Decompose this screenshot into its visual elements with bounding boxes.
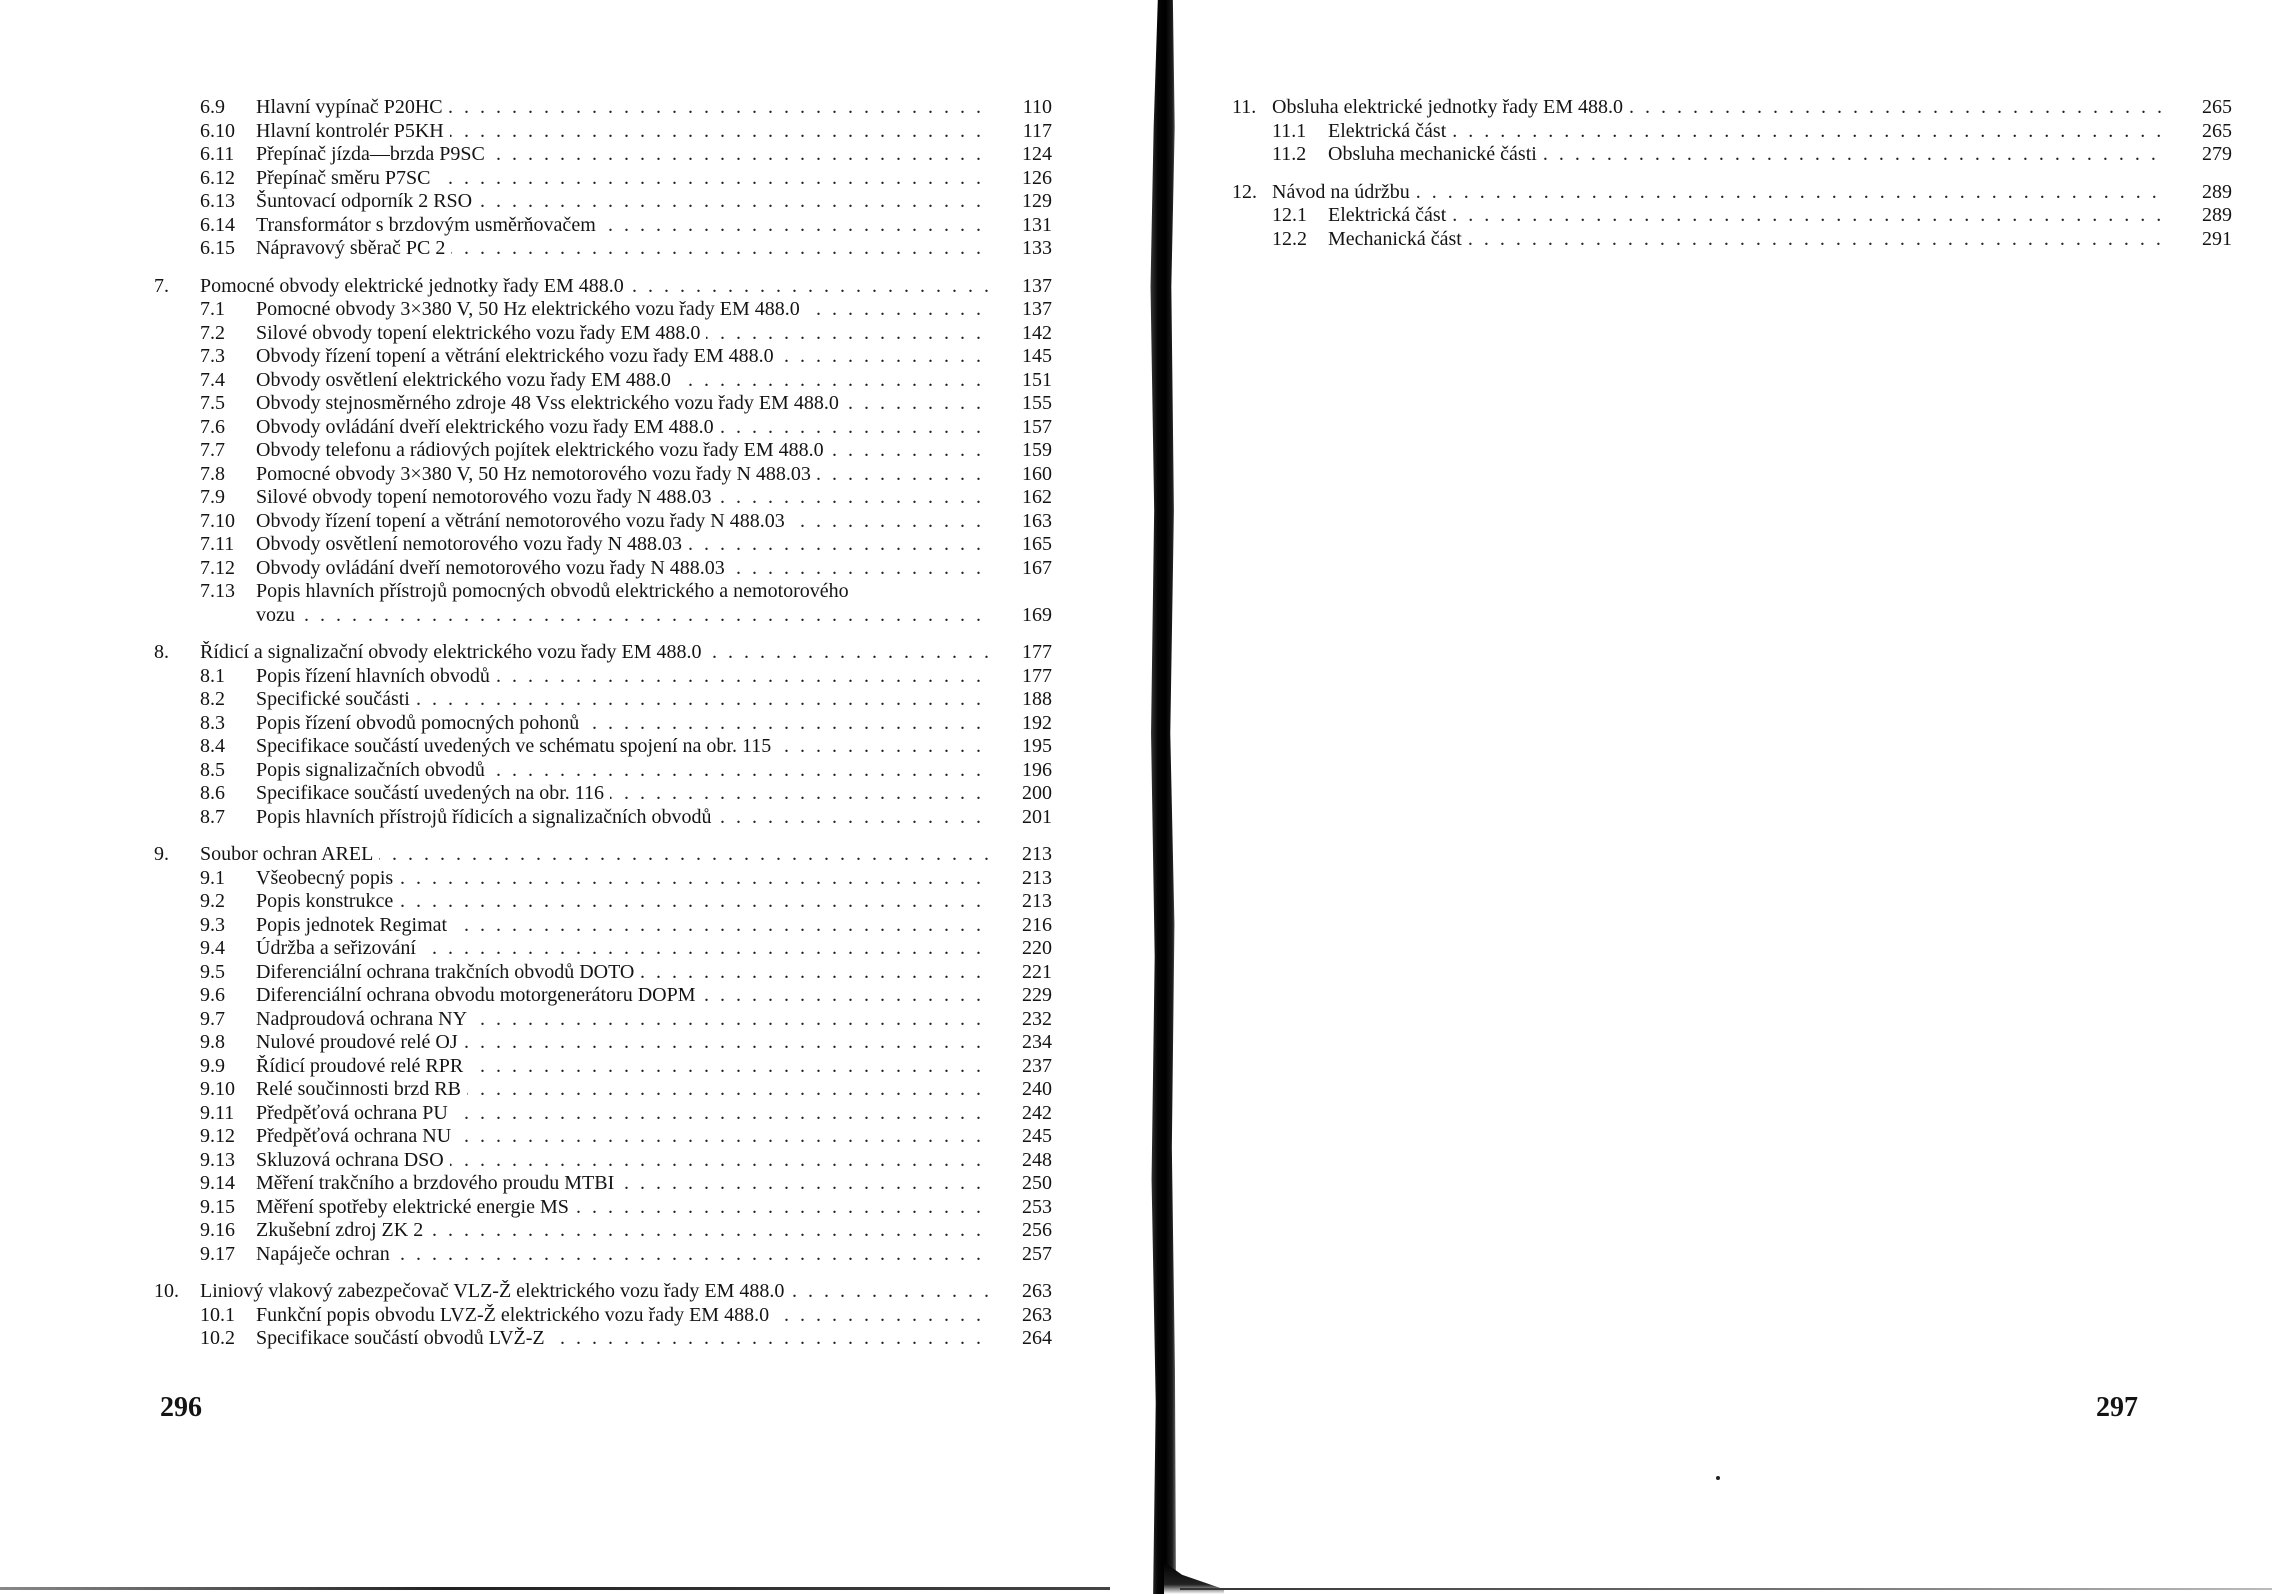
entry-number: 9.16 xyxy=(200,1219,235,1241)
entry-title: Nápravový sběrač PC 2 xyxy=(256,237,451,259)
entry-title: Obvody ovládání dveří nemotorového vozu řady N 488.03 xyxy=(256,557,731,579)
entry-number: 7.12 xyxy=(200,556,235,579)
entry-title: Obsluha mechanické části xyxy=(1328,143,1543,165)
entry-page-number: 131 xyxy=(1000,214,1052,238)
toc-section-entry xyxy=(154,1078,1052,1102)
entry-page-number: 155 xyxy=(1000,392,1052,416)
entry-page-number: 133 xyxy=(1000,237,1052,261)
entry-number: 7.3 xyxy=(200,345,225,367)
entry-number: 11.1 xyxy=(1272,119,1307,142)
entry-number: 9.13 xyxy=(200,1148,235,1171)
toc-section-entry xyxy=(154,890,1052,914)
entry-page-number: 177 xyxy=(1000,641,1052,665)
entry-title: Popis signalizačních obvodů xyxy=(256,759,491,781)
toc-section-entry xyxy=(154,167,1052,191)
entry-page-number: 213 xyxy=(1000,867,1052,891)
entry-title: Pomocné obvody elektrické jednotky řady EM 488.0 xyxy=(200,275,630,297)
entry-number: 8.6 xyxy=(200,782,225,804)
entry-page-number: 234 xyxy=(1000,1031,1052,1055)
entry-number: 9.10 xyxy=(200,1078,235,1100)
entry-page-number: 188 xyxy=(1000,688,1052,712)
toc-section-entry xyxy=(154,1055,1052,1079)
left-page xyxy=(0,0,1130,1594)
toc-section-entry xyxy=(154,463,1052,487)
entry-title: Specifikace součástí uvedených na obr. 116 xyxy=(256,782,610,804)
toc-section-entry xyxy=(154,557,1052,581)
entry-page-number: 157 xyxy=(1000,416,1052,440)
toc-chapter-group xyxy=(1232,181,2232,252)
toc-section-entry xyxy=(154,1243,1052,1267)
entry-number: 6.10 xyxy=(200,119,235,142)
toc-section-entry xyxy=(154,1102,1052,1126)
entry-page-number: 196 xyxy=(1000,759,1052,783)
entry-title: Obvody osvětlení nemotorového vozu řady N 488.03 xyxy=(256,533,688,555)
toc-chapter-entry xyxy=(154,1280,1052,1304)
entry-title: Diferenciální ochrana obvodu motorgenerátoru DOPM xyxy=(256,984,702,1006)
entry-title: Zkušební zdroj ZK 2 xyxy=(256,1219,429,1241)
entry-number: 11.2 xyxy=(1272,143,1307,165)
entry-number: 9.15 xyxy=(200,1195,235,1218)
toc-section-entry xyxy=(154,984,1052,1008)
entry-page-number: 124 xyxy=(1000,143,1052,167)
entry-page-number: 151 xyxy=(1000,369,1052,393)
entry-title: Specifikace součástí uvedených ve schématu spojení na obr. 115 xyxy=(256,735,777,757)
toc-section-entry xyxy=(154,735,1052,759)
entry-title: Měření spotřeby elektrické energie MS xyxy=(256,1196,575,1218)
entry-number: 9.7 xyxy=(200,1007,225,1030)
entry-page-number: 263 xyxy=(1000,1280,1052,1304)
toc-chapter-group xyxy=(1232,96,2232,167)
toc-section-entry-continuation xyxy=(154,604,1052,628)
entry-number: 8.1 xyxy=(200,664,225,687)
gutter-shadow xyxy=(1150,0,1176,1594)
toc-section-entry xyxy=(154,759,1052,783)
entry-title: Diferenciální ochrana trakčních obvodů DOTO xyxy=(256,961,640,983)
toc-section-entry xyxy=(154,486,1052,510)
entry-title: Popis řízení obvodů pomocných pohonů xyxy=(256,712,585,734)
toc-section-entry xyxy=(154,1327,1052,1351)
toc-chapter-group xyxy=(154,1280,1052,1351)
entry-title: Přepínač směru P7SC xyxy=(256,167,436,189)
entry-number: 7.5 xyxy=(200,392,225,414)
entry-page-number: 240 xyxy=(1000,1078,1052,1102)
toc-section-entry xyxy=(154,914,1052,938)
toc-section-entry xyxy=(154,439,1052,463)
entry-title: Návod na údržbu xyxy=(1272,181,1416,203)
entry-page-number: 163 xyxy=(1000,510,1052,534)
entry-number: 8. xyxy=(154,641,169,663)
entry-title: Obvody řízení topení a větrání nemotorového vozu řady N 488.03 xyxy=(256,510,791,532)
entry-number: 10.2 xyxy=(200,1327,235,1349)
toc-section-entry xyxy=(154,782,1052,806)
entry-title: Popis řízení hlavních obvodů xyxy=(256,665,496,687)
entry-number: 8.3 xyxy=(200,711,225,734)
entry-title: Řídicí proudové relé RPR xyxy=(256,1055,469,1077)
toc-chapter-group xyxy=(154,641,1052,829)
entry-page-number: 167 xyxy=(1000,557,1052,581)
entry-page-number: 137 xyxy=(1000,298,1052,322)
toc-section-entry xyxy=(154,369,1052,393)
entry-title: Obvody stejnosměrného zdroje 48 Vss elektrického vozu řady EM 488.0 xyxy=(256,392,845,414)
entry-title: Přepínač jízda—brzda P9SC xyxy=(256,143,491,165)
entry-number: 9.17 xyxy=(200,1242,235,1265)
entry-number: 6.15 xyxy=(200,237,235,259)
entry-page-number: 137 xyxy=(1000,275,1052,299)
entry-number: 7.11 xyxy=(200,533,235,555)
entry-number: 6.12 xyxy=(200,166,235,189)
entry-title: Silové obvody topení elektrického vozu řady EM 488.0 xyxy=(256,322,706,344)
entry-page-number: 126 xyxy=(1000,167,1052,191)
entry-title: Mechanická část xyxy=(1328,228,1468,250)
entry-page-number: 145 xyxy=(1000,345,1052,369)
entry-number: 12.2 xyxy=(1272,227,1307,250)
entry-number: 6.14 xyxy=(200,213,235,236)
book-gutter xyxy=(1096,0,1188,1594)
entry-page-number: 253 xyxy=(1000,1196,1052,1220)
entry-page-number: 177 xyxy=(1000,665,1052,689)
entry-page-number: 291 xyxy=(2180,228,2232,252)
entry-title: Šuntovací odporník 2 RSO xyxy=(256,190,478,212)
entry-number: 9.5 xyxy=(200,960,225,983)
toc-section-entry xyxy=(154,298,1052,322)
entry-number: 7.7 xyxy=(200,439,225,461)
toc-section-entry xyxy=(154,1304,1052,1328)
toc-section-entry xyxy=(154,143,1052,167)
entry-page-number: 289 xyxy=(2180,204,2232,228)
entry-title: Popis jednotek Regimat xyxy=(256,914,453,936)
entry-number: 8.2 xyxy=(200,688,225,710)
right-page xyxy=(1180,0,2272,1594)
entry-title: Obvody ovládání dveří elektrického vozu řady EM 488.0 xyxy=(256,416,720,438)
toc-section-entry xyxy=(154,1172,1052,1196)
toc-chapter-group xyxy=(154,96,1052,261)
entry-title: Hlavní vypínač P20HC xyxy=(256,96,449,118)
entry-page-number: 192 xyxy=(1000,712,1052,736)
entry-page-number: 264 xyxy=(1000,1327,1052,1351)
entry-title: Měření trakčního a brzdového proudu MTBI xyxy=(256,1172,620,1194)
entry-number: 12. xyxy=(1232,180,1257,203)
entry-page-number: 279 xyxy=(2180,143,2232,167)
toc-section-entry xyxy=(1232,204,2232,228)
entry-page-number: 142 xyxy=(1000,322,1052,346)
entry-page-number: 213 xyxy=(1000,843,1052,867)
entry-number: 7.2 xyxy=(200,321,225,344)
toc-section-entry xyxy=(1232,120,2232,144)
entry-page-number: 242 xyxy=(1000,1102,1052,1126)
toc-chapter-entry xyxy=(154,641,1052,665)
toc-section-entry xyxy=(154,96,1052,120)
entry-title: Napáječe ochran xyxy=(256,1243,396,1265)
toc-chapter-group xyxy=(154,843,1052,1266)
entry-title: Hlavní kontrolér P5KH xyxy=(256,120,450,142)
entry-title: Transformátor s brzdovým usměrňovačem xyxy=(256,214,602,236)
entry-number: 10. xyxy=(154,1280,179,1302)
entry-title: Funkční popis obvodu LVZ-Ž elektrického vozu řady EM 488.0 xyxy=(256,1304,775,1326)
page-bottom-edge-left xyxy=(0,1587,1110,1590)
entry-title: Obsluha elektrické jednotky řady EM 488.0 xyxy=(1272,96,1629,118)
entry-page-number: 289 xyxy=(2180,181,2232,205)
entry-page-number: 200 xyxy=(1000,782,1052,806)
entry-title: Specifické součásti xyxy=(256,688,416,710)
entry-title: Údržba a seřizování xyxy=(256,937,422,959)
entry-number: 9.6 xyxy=(200,984,225,1006)
entry-number: 6.9 xyxy=(200,96,225,118)
toc-section-entry xyxy=(154,665,1052,689)
toc-section-entry xyxy=(154,1196,1052,1220)
entry-title: Obvody osvětlení elektrického vozu řady EM 488.0 xyxy=(256,369,677,391)
entry-title: Soubor ochran AREL xyxy=(200,843,379,865)
entry-title: Obvody řízení topení a větrání elektrického vozu řady EM 488.0 xyxy=(256,345,780,367)
entry-title: Nulové proudové relé OJ xyxy=(256,1031,464,1053)
entry-page-number: 216 xyxy=(1000,914,1052,938)
page-number-right: 297 xyxy=(2096,1392,2138,1423)
toc-section-entry xyxy=(154,1149,1052,1173)
entry-number: 7. xyxy=(154,274,169,297)
entry-page-number: 169 xyxy=(1000,604,1052,628)
entry-page-number: 160 xyxy=(1000,463,1052,487)
entry-page-number: 110 xyxy=(1000,96,1052,120)
entry-number: 9.14 xyxy=(200,1172,235,1194)
entry-title: Popis hlavních přístrojů pomocných obvodů elektrického a nemotorového xyxy=(256,580,855,602)
entry-page-number: 201 xyxy=(1000,806,1052,830)
toc-section-entry xyxy=(1232,143,2232,167)
toc-section-entry xyxy=(154,1008,1052,1032)
toc-chapter-entry xyxy=(154,843,1052,867)
toc-section-entry xyxy=(1232,228,2232,252)
toc-section-entry xyxy=(154,322,1052,346)
entry-page-number: 221 xyxy=(1000,961,1052,985)
entry-number: 7.9 xyxy=(200,486,225,508)
entry-page-number: 265 xyxy=(2180,96,2232,120)
entry-title: Elektrická část xyxy=(1328,120,1452,142)
entry-page-number: 165 xyxy=(1000,533,1052,557)
page-number-left: 296 xyxy=(160,1392,202,1423)
entry-title: Elektrická část xyxy=(1328,204,1452,226)
entry-number: 9.8 xyxy=(200,1031,225,1053)
toc-section-entry xyxy=(154,867,1052,891)
entry-number: 9.12 xyxy=(200,1125,235,1147)
entry-page-number: 250 xyxy=(1000,1172,1052,1196)
entry-number: 9. xyxy=(154,843,169,865)
entry-number: 6.11 xyxy=(200,143,235,165)
entry-title: Předpěťová ochrana NU xyxy=(256,1125,457,1147)
toc-section-entry xyxy=(154,345,1052,369)
toc-section-entry xyxy=(154,237,1052,261)
entry-number: 8.4 xyxy=(200,735,225,757)
entry-number: 8.7 xyxy=(200,805,225,828)
entry-number: 9.3 xyxy=(200,913,225,936)
entry-page-number: 213 xyxy=(1000,890,1052,914)
toc-section-entry xyxy=(154,712,1052,736)
toc-section-entry xyxy=(154,961,1052,985)
entry-page-number: 159 xyxy=(1000,439,1052,463)
entry-title-continuation: vozu xyxy=(256,604,301,626)
entry-page-number: 263 xyxy=(1000,1304,1052,1328)
entry-title: Popis hlavních přístrojů řídicích a signalizačních obvodů xyxy=(256,806,717,828)
entry-number: 7.8 xyxy=(200,462,225,485)
toc-section-entry xyxy=(154,1219,1052,1243)
toc-section-entry xyxy=(154,510,1052,534)
entry-page-number: 248 xyxy=(1000,1149,1052,1173)
entry-page-number: 256 xyxy=(1000,1219,1052,1243)
entry-page-number: 117 xyxy=(1000,120,1052,144)
entry-number: 7.6 xyxy=(200,415,225,438)
entry-page-number: 232 xyxy=(1000,1008,1052,1032)
entry-number: 6.13 xyxy=(200,190,235,212)
table-of-contents-right xyxy=(1232,96,2232,265)
toc-section-entry xyxy=(154,533,1052,557)
entry-title: Liniový vlakový zabezpečovač VLZ-Ž elektrického vozu řady EM 488.0 xyxy=(200,1280,790,1302)
entry-title: Popis konstrukce xyxy=(256,890,399,912)
toc-section-entry xyxy=(154,1031,1052,1055)
entry-page-number: 229 xyxy=(1000,984,1052,1008)
toc-section-entry xyxy=(154,688,1052,712)
entry-page-number: 195 xyxy=(1000,735,1052,759)
entry-title: Všeobecný popis xyxy=(256,867,399,889)
toc-section-entry xyxy=(154,937,1052,961)
toc-chapter-entry xyxy=(154,275,1052,299)
toc-section-entry xyxy=(154,214,1052,238)
entry-title: Pomocné obvody 3×380 V, 50 Hz nemotorového vozu řady N 488.03 xyxy=(256,463,817,485)
entry-number: 9.4 xyxy=(200,937,225,959)
toc-chapter-entry xyxy=(1232,181,2232,205)
entry-number: 10.1 xyxy=(200,1303,235,1326)
entry-page-number: 162 xyxy=(1000,486,1052,510)
entry-title: Nadproudová ochrana NY xyxy=(256,1008,473,1030)
entry-number: 7.13 xyxy=(200,580,235,602)
entry-title: Pomocné obvody 3×380 V, 50 Hz elektrického vozu řady EM 488.0 xyxy=(256,298,806,320)
entry-number: 12.1 xyxy=(1272,204,1307,226)
toc-section-entry xyxy=(154,190,1052,214)
entry-number: 8.5 xyxy=(200,758,225,781)
entry-number: 9.2 xyxy=(200,890,225,912)
entry-page-number: 257 xyxy=(1000,1243,1052,1267)
paper-speck xyxy=(1716,1476,1720,1480)
toc-section-entry xyxy=(154,392,1052,416)
entry-page-number: 129 xyxy=(1000,190,1052,214)
entry-title: Relé součinnosti brzd RB xyxy=(256,1078,467,1100)
table-of-contents-left xyxy=(154,96,1052,1365)
entry-title: Specifikace součástí obvodů LVŽ-Z xyxy=(256,1327,551,1349)
entry-number: 9.9 xyxy=(200,1054,225,1077)
toc-section-entry xyxy=(154,806,1052,830)
toc-section-entry xyxy=(154,580,1052,604)
entry-number: 9.11 xyxy=(200,1101,235,1124)
entry-number: 7.1 xyxy=(200,298,225,320)
entry-page-number: 265 xyxy=(2180,120,2232,144)
entry-page-number: 245 xyxy=(1000,1125,1052,1149)
page-bottom-edge-right xyxy=(1180,1588,2272,1590)
entry-number: 7.10 xyxy=(200,509,235,532)
toc-section-entry xyxy=(154,1125,1052,1149)
entry-title: Obvody telefonu a rádiových pojítek elektrického vozu řady EM 488.0 xyxy=(256,439,830,461)
entry-number: 11. xyxy=(1232,96,1257,118)
entry-title: Řídicí a signalizační obvody elektrického vozu řady EM 488.0 xyxy=(200,641,708,663)
entry-number: 7.4 xyxy=(200,368,225,391)
toc-section-entry xyxy=(154,416,1052,440)
entry-page-number: 237 xyxy=(1000,1055,1052,1079)
entry-title: Skluzová ochrana DSO xyxy=(256,1149,450,1171)
toc-chapter-group xyxy=(154,275,1052,628)
entry-number: 9.1 xyxy=(200,866,225,889)
toc-section-entry xyxy=(154,120,1052,144)
toc-chapter-entry xyxy=(1232,96,2232,120)
entry-title: Silové obvody topení nemotorového vozu řady N 488.03 xyxy=(256,486,718,508)
entry-page-number: 220 xyxy=(1000,937,1052,961)
entry-title: Předpěťová ochrana PU xyxy=(256,1102,454,1124)
